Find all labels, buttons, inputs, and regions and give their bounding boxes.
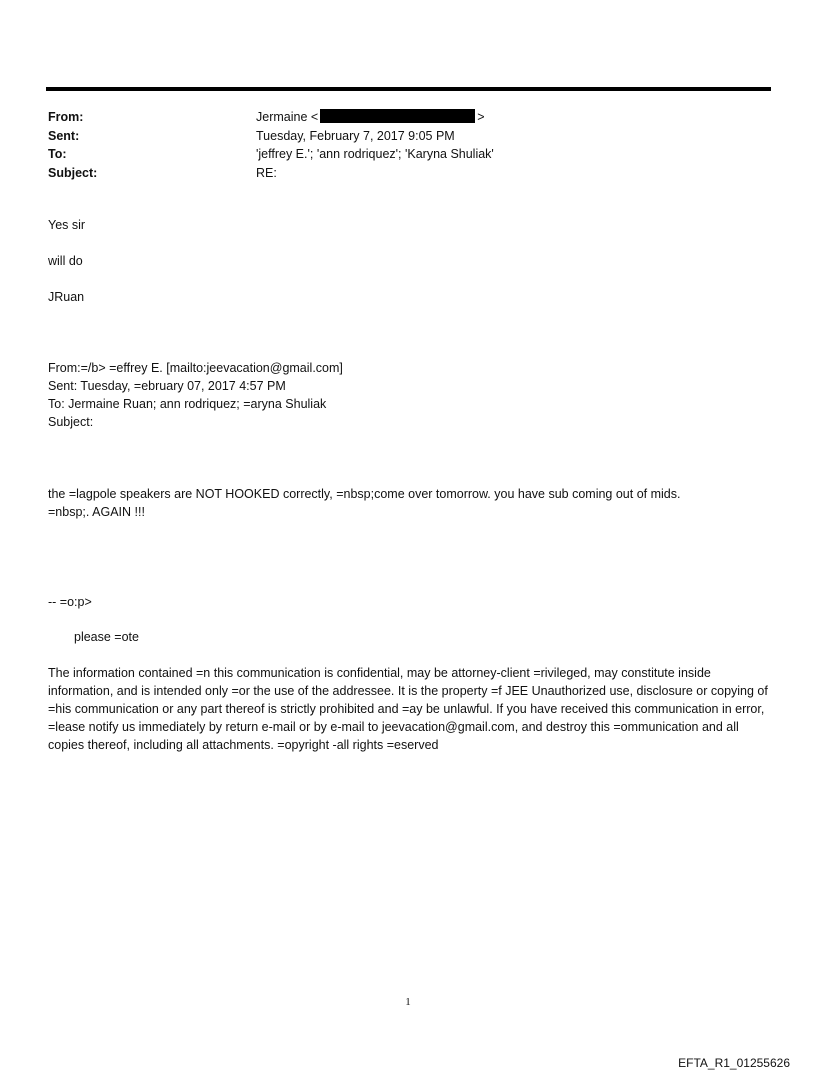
page-number: 1 — [405, 996, 411, 1008]
quoted-message-line-2: =nbsp;. AGAIN !!! — [48, 505, 145, 519]
from-value — [256, 108, 485, 127]
disclaimer: The information contained =n this communication is confidential, may be attorney-client =rivileged, may constitute inside information, and is intended only =or the use of the addressee. It is the property =f JEE Unauthorized use, disclosure or copying of =his communication or any part thereof is strictly prohibited and =ay be unlawful. If you have received this communication in error, =lease notify us immediately by return e-mail or by e-mail to jeevacation@gmail.com, and destroy this =ommunication and all copies thereof, including all attachments. =opyright -all rights =eserved — [48, 666, 768, 752]
sent-label: Sent: — [48, 128, 80, 143]
quoted-from: From:=/b> =effrey E. [mailto:jeevacation@gmail.com] — [48, 361, 343, 375]
body-line-3: JRuan — [48, 290, 85, 304]
quoted-subject: Subject: — [48, 415, 94, 429]
to-value: 'jeffrey E.'; 'ann rodriquez'; 'Karyna Shuliak' — [256, 147, 494, 161]
quoted-sent: Sent: Tuesday, =ebruary 07, 2017 4:57 PM — [48, 379, 286, 393]
to-label: To: — [48, 147, 67, 161]
from-label: From: — [48, 110, 84, 124]
please-note: please =ote — [74, 630, 139, 644]
subject-value: RE: — [256, 165, 277, 180]
from-name: Jermaine < — [256, 110, 319, 124]
sent-value: Tuesday, February 7, 2017 9:05 PM — [256, 128, 455, 143]
signature-dash: -- =o:p> — [48, 595, 92, 609]
body-line-2: will do — [48, 254, 83, 268]
body-line-1: Yes sir — [48, 218, 86, 232]
redaction-box — [320, 109, 475, 123]
quoted-message-line-1: the =lagpole speakers are NOT HOOKED correctly, =nbsp;come over tomorrow. you have sub coming out of mids. — [48, 487, 681, 501]
subject-label: Subject: — [48, 165, 98, 180]
bates-number: EFTA_R1_01255626 — [678, 1056, 790, 1070]
header-rule — [46, 87, 771, 91]
quoted-to: To: Jermaine Ruan; ann rodriquez; =aryna Shuliak — [48, 397, 327, 411]
from-close: > — [477, 110, 485, 124]
